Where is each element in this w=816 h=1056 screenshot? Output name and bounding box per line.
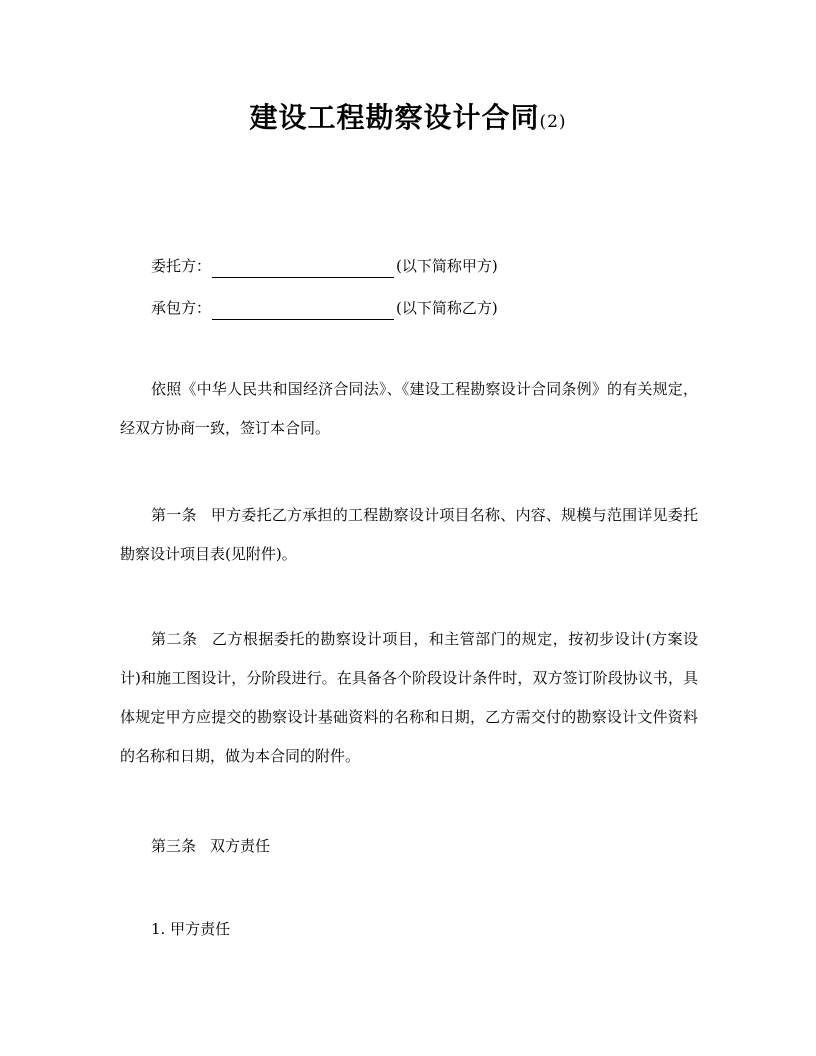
title-text: 建设工程勘察设计合同: [249, 101, 540, 134]
item-1-number: 1.: [151, 920, 166, 938]
article-3-label: 第三条: [151, 837, 197, 855]
article-2: [120, 620, 698, 776]
item-1-text: 甲方责任: [170, 920, 231, 938]
article-3: [151, 834, 270, 858]
contractor-line: [151, 296, 498, 320]
article-2-text: 乙方根据委托的勘察设计项目，和主管部门的规定，按初步设计(方案设计)和施工图设计，分阶段进行。在具备各个阶段设计条件时，双方签订阶段协议书，具体规定甲方应提交的勘察设计基础资料的名称和日期，乙方需交付的勘察设计文件资料的名称和日期，做为本合同的附件。: [120, 630, 698, 765]
article-2-label: 第二条: [151, 630, 198, 648]
article-3-text: 双方责任: [210, 837, 271, 855]
contractor-label: 承包方：: [151, 299, 212, 317]
client-line: [151, 254, 498, 278]
preamble-paragraph: 依照《中华人民共和国经济合同法》、《建设工程勘察设计合同条例》的有关规定，经双方协商一致，签订本合同。: [120, 380, 698, 437]
document-title: [0, 96, 816, 144]
article-1-text: 甲方委托乙方承担的工程勘察设计项目名称、内容、规模与范围详见委托勘察设计项目表(见附件)。: [120, 506, 698, 563]
client-blank: [212, 259, 394, 278]
client-label: 委托方：: [151, 257, 212, 275]
article-1: [120, 496, 698, 574]
article-1-label: 第一条: [151, 506, 197, 524]
contractor-blank: [212, 301, 394, 320]
contractor-note: (以下简称乙方): [396, 299, 498, 317]
title-suffix: (2): [539, 112, 567, 132]
client-note: (以下简称甲方): [396, 257, 498, 275]
item-1: [151, 917, 230, 941]
